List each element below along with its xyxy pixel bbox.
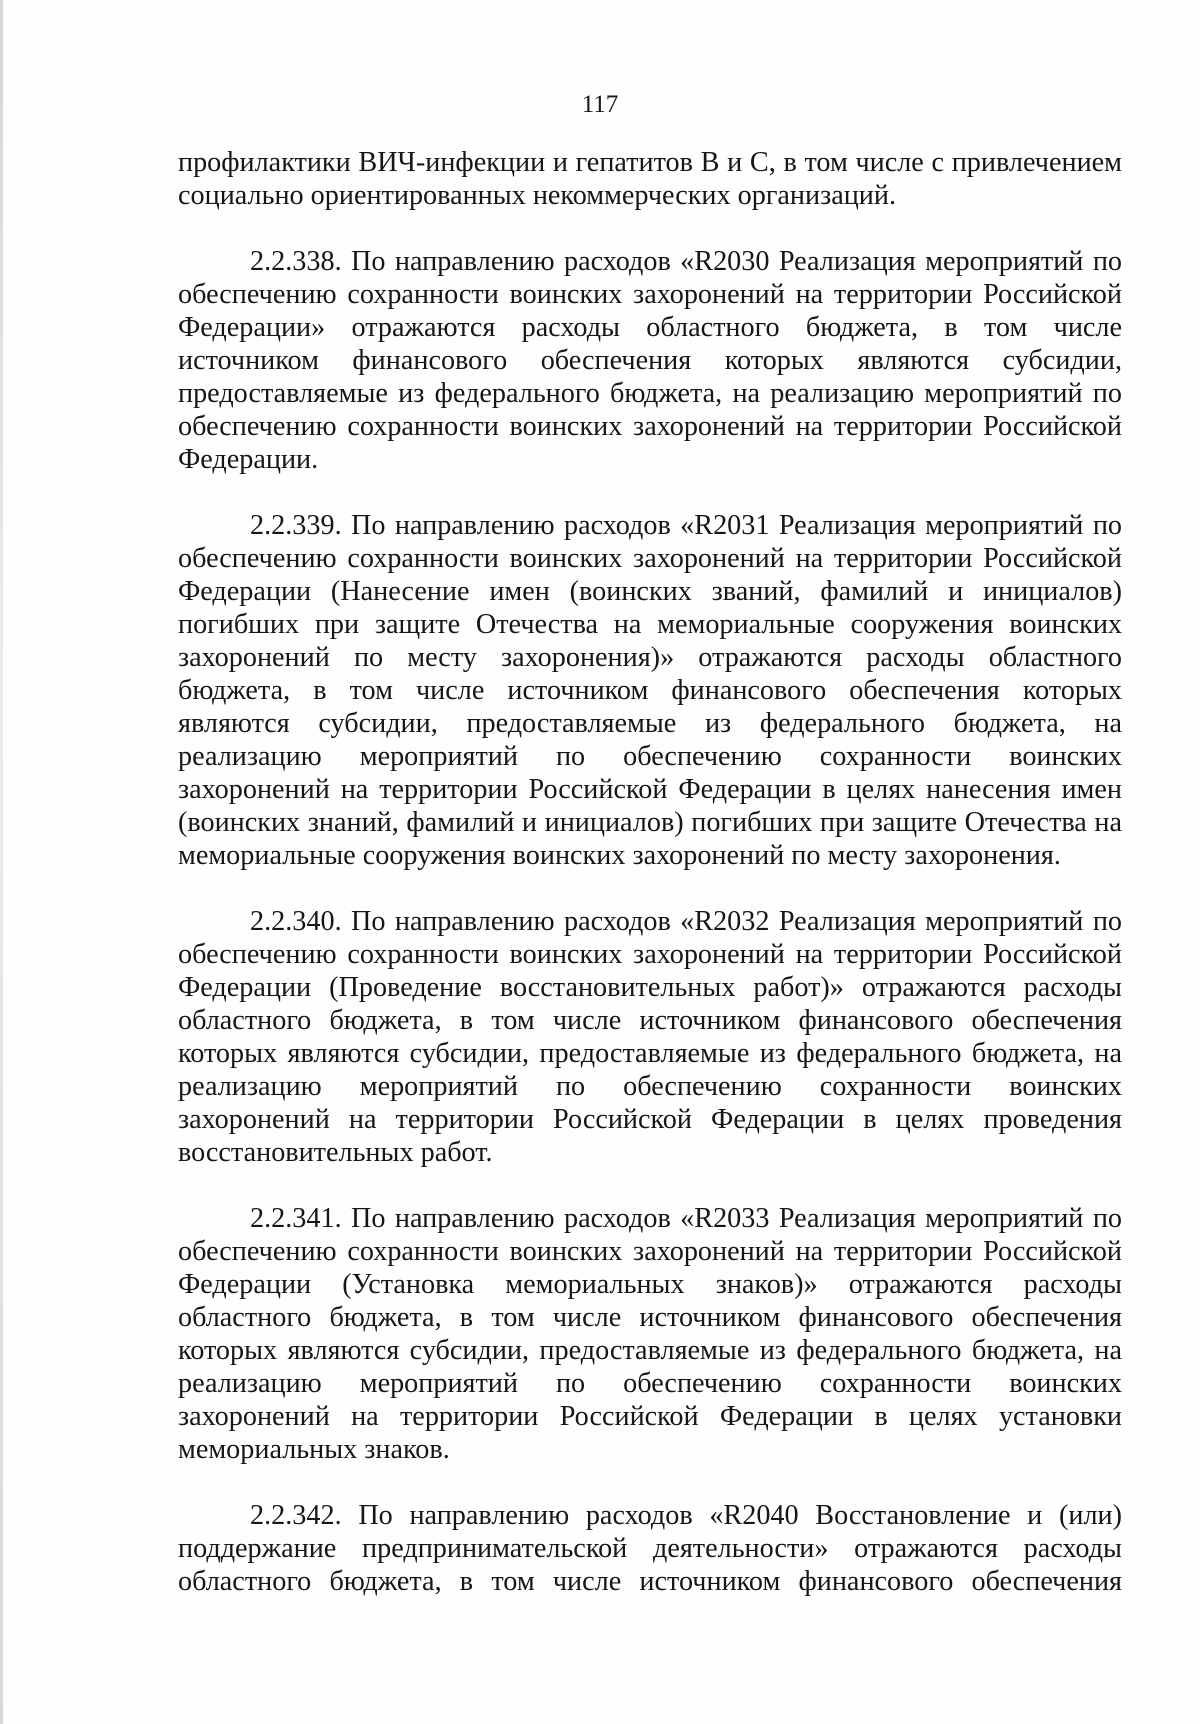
text-line: областного бюджета, в том числе источником финансового обеспечения: [178, 1302, 1122, 1333]
text-line: обеспечению сохранности воинских захоронений на территории Российской: [178, 939, 1122, 970]
text-line: которых являются субсидии, предоставляемые из федерального бюджета, на: [178, 1335, 1122, 1366]
paragraph-2-2-341: [178, 1202, 1122, 1466]
text-line: обеспечению сохранности воинских захоронений на территории Российской: [178, 543, 1122, 574]
text-line: Федерации.: [178, 444, 319, 475]
text-line: Федерации (Установка мемориальных знаков)» отражаются расходы: [178, 1269, 1122, 1300]
text-line: бюджета, в том числе источником финансового обеспечения которых: [178, 675, 1122, 706]
text-line: захоронений на территории Российской Федерации в целях нанесения имен: [178, 774, 1122, 805]
paragraph-2-2-338: [178, 245, 1122, 476]
text-line: мемориальных знаков.: [178, 1434, 450, 1465]
text-line: захоронений на территории Российской Федерации в целях установки: [178, 1401, 1122, 1432]
paragraph-2-2-342: [178, 1499, 1122, 1598]
text-line: (воинских знаний, фамилий и инициалов) погибших при защите Отечества на: [178, 807, 1122, 838]
scan-edge-shadow: [0, 0, 3, 1724]
text-line: 2.2.338. По направлению расходов «R2030 Реализация мероприятий по: [250, 246, 1122, 277]
paragraph-2-2-339: [178, 509, 1122, 872]
text-line: реализацию мероприятий по обеспечению сохранности воинских: [178, 741, 1122, 772]
text-line: погибших при защите Отечества на мемориальные сооружения воинских: [178, 609, 1122, 640]
document-body: [178, 146, 1122, 1598]
text-line: источником финансового обеспечения которых являются субсидии,: [178, 345, 1122, 376]
text-line: обеспечению сохранности воинских захоронений на территории Российской: [178, 1236, 1122, 1267]
text-line: захоронений на территории Российской Федерации в целях проведения: [178, 1104, 1122, 1135]
text-line: профилактики ВИЧ-инфекции и гепатитов В и С, в том числе с привлечением: [178, 147, 1122, 178]
text-line: областного бюджета, в том числе источником финансового обеспечения: [178, 1566, 1122, 1597]
text-line: социально ориентированных некоммерческих организаций.: [178, 180, 897, 211]
text-line: обеспечению сохранности воинских захоронений на территории Российской: [178, 411, 1122, 442]
page-number: 117: [581, 91, 619, 118]
text-line: являются субсидии, предоставляемые из федерального бюджета, на: [178, 708, 1122, 739]
text-line: 2.2.339. По направлению расходов «R2031 Реализация мероприятий по: [250, 510, 1122, 541]
paragraph-2-2-340: [178, 905, 1122, 1169]
text-line: предоставляемые из федерального бюджета, на реализацию мероприятий по: [178, 378, 1122, 409]
text-line: 2.2.341. По направлению расходов «R2033 Реализация мероприятий по: [250, 1203, 1122, 1234]
text-line: восстановительных работ.: [178, 1137, 493, 1168]
text-line: областного бюджета, в том числе источником финансового обеспечения: [178, 1005, 1122, 1036]
text-line: мемориальные сооружения воинских захоронений по месту захоронения.: [178, 840, 1061, 871]
text-line: Федерации (Нанесение имен (воинских званий, фамилий и инициалов): [178, 576, 1122, 607]
text-line: 2.2.340. По направлению расходов «R2032 Реализация мероприятий по: [250, 906, 1122, 937]
text-line: Федерации (Проведение восстановительных работ)» отражаются расходы: [178, 972, 1122, 1003]
text-line: реализацию мероприятий по обеспечению сохранности воинских: [178, 1368, 1122, 1399]
text-line: 2.2.342. По направлению расходов «R2040 Восстановление и (или): [250, 1500, 1122, 1531]
text-line: реализацию мероприятий по обеспечению сохранности воинских: [178, 1071, 1122, 1102]
text-line: обеспечению сохранности воинских захоронений на территории Российской: [178, 279, 1122, 310]
text-line: Федерации» отражаются расходы областного бюджета, в том числе: [178, 312, 1122, 343]
text-line: поддержание предпринимательской деятельности» отражаются расходы: [178, 1533, 1122, 1564]
text-line: которых являются субсидии, предоставляемые из федерального бюджета, на: [178, 1038, 1122, 1069]
text-line: захоронений по месту захоронения)» отражаются расходы областного: [178, 642, 1122, 673]
paragraph-continuation: [178, 146, 1122, 212]
